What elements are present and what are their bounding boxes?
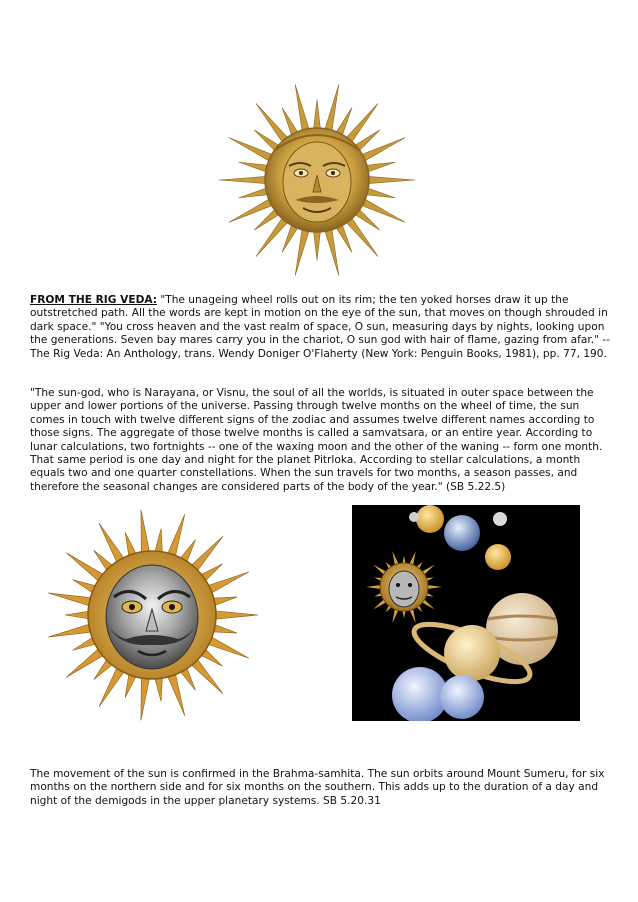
planets-image xyxy=(352,505,580,721)
brass-sun-mask-illustration xyxy=(42,505,262,725)
brahma-samhita-paragraph: The movement of the sun is confirmed in the Brahma-samhita. The sun orbits around Mount Sumeru, for six months on the northern side and for six months on the southern. This adds up to the duration of a day and night of the demigods in the upper planetary systems. SB 5.20.31 xyxy=(30,768,605,807)
sun-mask-illustration xyxy=(205,80,430,280)
sun-ray xyxy=(365,176,415,184)
sun-mask-image-top xyxy=(205,80,430,280)
sun-god-paragraph: "The sun-god, who is Narayana, or Visnu, the soul of all the worlds, is situated in outer space between the upper and lower portions of the universe. Passing through twelve months on the wheel of time, the sun comes in touch with twelve different signs of the zodiac and assumes twelve different names according to those signs. The aggregate of those twelve months is called a samvatsara, or an entire year. According to lunar calculations, two fortnights -- one of the waxing moon and the other of the waning -- form one month. That same period is one day and night for the planet Pitrloka. According to stellar calculations, a month equals two and one quarter constellations. When the sun travels for two months, a season passes, and therefore the seasonal changes are considered parts of the body of the year." (SB 5.22.5) xyxy=(30,387,603,493)
sun-ray xyxy=(324,226,339,276)
rig-veda-paragraph xyxy=(30,294,610,361)
sun-ray xyxy=(210,610,258,619)
sun-ray xyxy=(324,84,339,134)
sun-ray xyxy=(219,176,269,184)
rig-veda-quote: "The unageing wheel rolls out on its rim; the ten yoked horses draw it up the outstretched path. All the words are kept in motion on the eye of the sun, that moves on though shrouded in dark space." "You cross heaven and the vast realm of space, O sun, measuring days by nights, looking upon the generations. Seven bay mares carry you in the chariot, O sun god with hair of flame, gazing from afar." --The Rig Veda: An Anthology, trans. Wendy Doniger O'Flaherty (New York: Penguin Books, 1981), pp. 77, 190. xyxy=(30,294,610,360)
sun-mask-image-left xyxy=(42,505,262,725)
rig-veda-heading: FROM THE RIG VEDA: xyxy=(30,294,157,306)
solar-system-illustration xyxy=(352,505,580,721)
sun-ray xyxy=(295,226,310,276)
sun-ray xyxy=(295,84,310,134)
